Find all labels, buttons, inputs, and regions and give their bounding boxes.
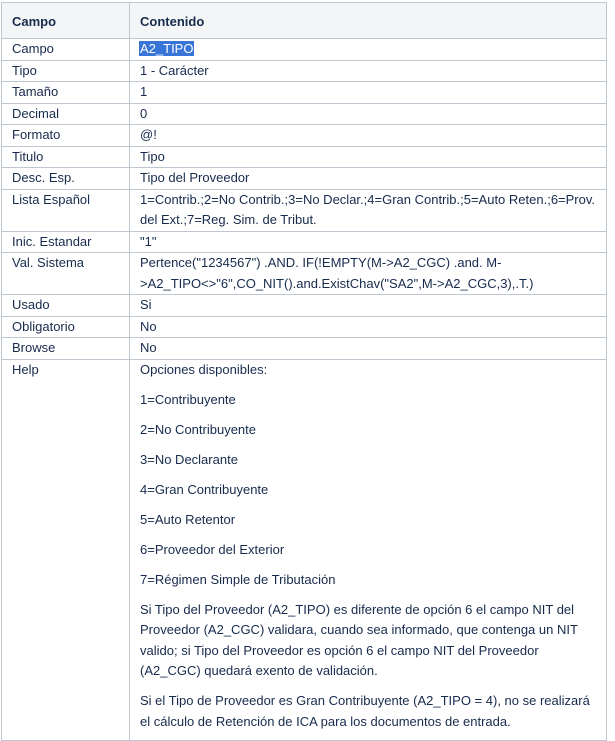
row-key: Tamaño [2, 82, 130, 104]
row-value: 1=Contrib.;2=No Contrib.;3=No Declar.;4=Gran Contrib.;5=Auto Reten.;6=Prov. del Ext.;7=Reg. Sim. de Tribut. [130, 189, 607, 231]
row-key: Help [2, 359, 130, 741]
table-row [2, 189, 607, 231]
help-paragraph: Si el Tipo de Proveedor es Gran Contribuyente (A2_TIPO = 4), no se realizará el cálculo de Retención de ICA para los documentos de entrada. [140, 693, 590, 729]
row-key: Usado [2, 295, 130, 317]
row-value: 1 - Carácter [130, 60, 607, 82]
row-key: Titulo [2, 146, 130, 168]
row-value[interactable] [130, 39, 607, 61]
help-paragraph: 1=Contribuyente [140, 391, 236, 407]
row-value: No [130, 338, 607, 360]
help-paragraph: 6=Proveedor del Exterior [140, 541, 285, 557]
row-value: No [130, 316, 607, 338]
table-row [2, 39, 607, 61]
row-key: Campo [2, 39, 130, 61]
row-key: Tipo [2, 60, 130, 82]
help-content [130, 359, 607, 741]
row-key: Desc. Esp. [2, 168, 130, 190]
table-row [2, 338, 607, 360]
row-value: Tipo [130, 146, 607, 168]
field-dictionary-table [1, 2, 607, 741]
help-paragraph: 2=No Contribuyente [140, 421, 256, 437]
row-key: Obligatorio [2, 316, 130, 338]
row-key: Lista Español [2, 189, 130, 231]
table-row [2, 316, 607, 338]
row-value: Tipo del Proveedor [130, 168, 607, 190]
row-value: Pertence("1234567") .AND. IF(!EMPTY(M->A2_CGC) .and. M->A2_TIPO<>"6",CO_NIT().and.ExistChav("SA2",M->A2_CGC,3),.T.) [130, 253, 607, 295]
row-value: 1 [130, 82, 607, 104]
row-value: Si [130, 295, 607, 317]
table-row [2, 103, 607, 125]
help-paragraph: 4=Gran Contribuyente [140, 481, 269, 497]
table-row [2, 146, 607, 168]
table-row [2, 125, 607, 147]
row-value: @! [130, 125, 607, 147]
table-row [2, 231, 607, 253]
help-paragraph: Opciones disponibles: [140, 361, 268, 377]
row-key: Formato [2, 125, 130, 147]
header-contenido: Contenido [130, 3, 607, 39]
row-key: Inic. Estandar [2, 231, 130, 253]
table-row [2, 60, 607, 82]
row-key: Val. Sistema [2, 253, 130, 295]
header-campo: Campo [2, 3, 130, 39]
help-paragraph: Si Tipo del Proveedor (A2_TIPO) es diferente de opción 6 el campo NIT del Proveedor (A2_CGC) validara, cuando sea informado, que contenga un NIT valido; si Tipo del Proveedor es opción 6 el campo NIT del Proveedor (A2_CGC) quedará exento de validación. [140, 601, 578, 678]
row-key: Browse [2, 338, 130, 360]
row-value: "1" [130, 231, 607, 253]
help-paragraph: 3=No Declarante [140, 451, 238, 467]
table-row [2, 253, 607, 295]
table-row [2, 168, 607, 190]
table-header-row [2, 3, 607, 39]
row-value: 0 [130, 103, 607, 125]
help-paragraph: 7=Régimen Simple de Tributación [140, 571, 336, 587]
selected-text[interactable]: A2_TIPO [140, 41, 194, 56]
row-key: Decimal [2, 103, 130, 125]
table-row [2, 295, 607, 317]
help-paragraph: 5=Auto Retentor [140, 511, 236, 527]
table-row [2, 82, 607, 104]
table-row-help [2, 359, 607, 741]
